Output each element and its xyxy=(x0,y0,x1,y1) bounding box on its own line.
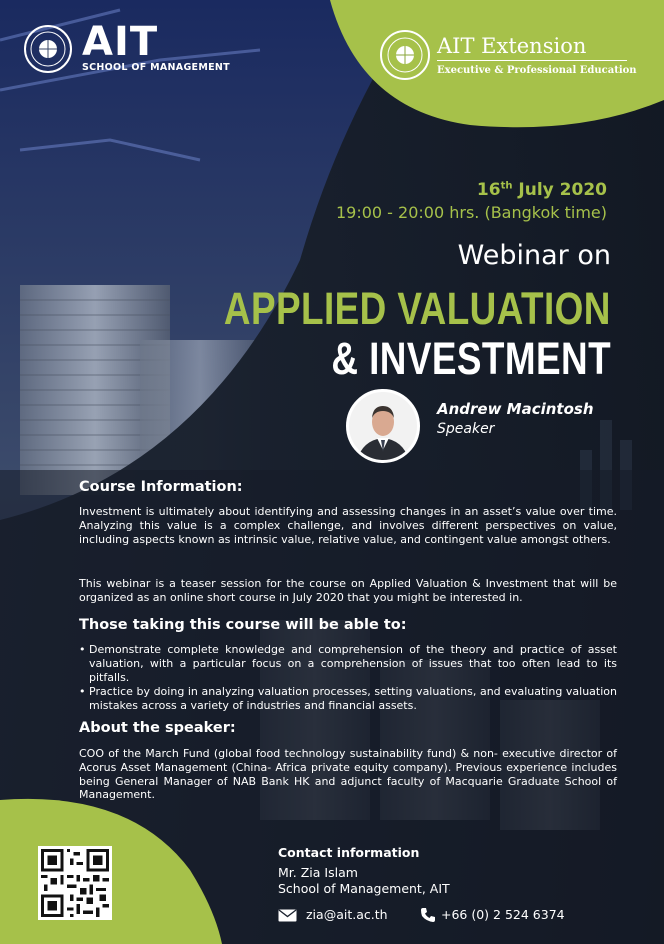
event-time: 19:00 - 20:00 hrs. (Bangkok time) xyxy=(335,203,607,222)
extension-subtitle: Executive & Professional Education xyxy=(437,64,637,76)
ait-wordmark: AIT xyxy=(82,19,159,65)
about-speaker-heading: About the speaker: xyxy=(79,720,236,736)
ait-extension-seal-icon xyxy=(380,30,430,80)
event-date: 16th July 2020 xyxy=(476,180,607,200)
webinar-title-line2: & INVESTMENT xyxy=(331,333,611,384)
webinar-title-line1: APPLIED VALUATION xyxy=(224,283,611,334)
outcomes-list xyxy=(79,643,617,714)
outcome-item: • Demonstrate complete knowledge and comprehension of the theory and practice of asset valuation, with a particular focus on a comprehension of issues that too often lead to its pitfalls. xyxy=(79,643,617,684)
qr-code[interactable] xyxy=(38,846,112,920)
ait-logo xyxy=(24,19,230,73)
speaker-name: Andrew Macintosh xyxy=(437,400,594,418)
contact-phone-link[interactable]: +66 (0) 2 524 6374 xyxy=(441,907,565,922)
phone-icon xyxy=(420,907,436,923)
course-info-paragraph-2: This webinar is a teaser session for the course on Applied Valuation & Investment that will be organized as an online short course in July 2020 that you might be interested in. xyxy=(79,577,617,604)
ait-subtitle: SCHOOL OF MANAGEMENT xyxy=(82,62,230,73)
course-info-heading: Course Information: xyxy=(79,479,243,495)
contact-organization: School of Management, AIT xyxy=(278,881,450,896)
contact-name: Mr. Zia Islam xyxy=(278,865,358,880)
extension-divider xyxy=(437,60,627,61)
contact-heading: Contact information xyxy=(278,845,420,860)
about-speaker-text: COO of the March Fund (global food technology sustainability fund) & non- executive director of Acorus Asset Management (China- Africa private equity company). Previous experience includes being General Manager of NAB Bank HK and adjunct faculty of Macquarie Graduate School of Management. xyxy=(79,747,617,802)
ait-seal-icon xyxy=(24,25,72,73)
webinar-label: Webinar on xyxy=(457,240,611,271)
speaker-role: Speaker xyxy=(437,421,495,437)
outcomes-heading: Those taking this course will be able to: xyxy=(79,617,407,633)
contact-email-link[interactable]: zia@ait.ac.th xyxy=(306,907,388,922)
outcome-item: • Practice by doing in analyzing valuation processes, setting valuations, and evaluating valuation mistakes across a variety of industries and financial assets. xyxy=(79,685,617,713)
speaker-avatar xyxy=(346,389,420,463)
ait-extension-logo xyxy=(380,30,637,80)
envelope-icon xyxy=(278,909,297,922)
extension-title: AIT Extension xyxy=(437,33,587,58)
course-info-paragraph-1: Investment is ultimately about identifying and assessing changes in an asset’s value over time. Analyzing this value is a complex challenge, and involves different perspectives on value, including aspects known as intrinsic value, relative value, and contingent value amongst others. xyxy=(79,505,617,546)
